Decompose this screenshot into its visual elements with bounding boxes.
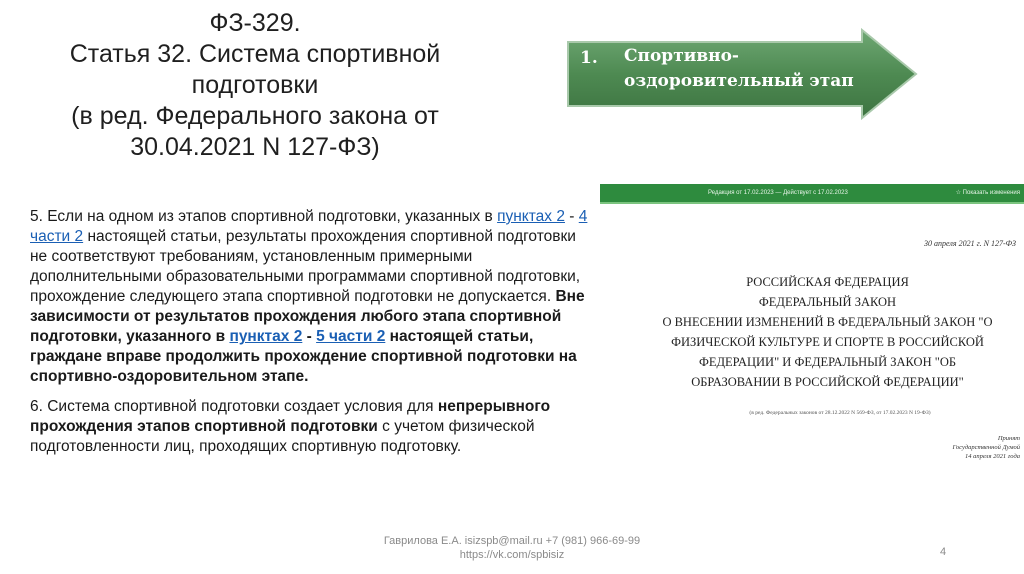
- document-date: 30 апреля 2021 г. N 127-ФЗ: [924, 239, 1016, 248]
- slide-title: [30, 8, 480, 163]
- law-document-screenshot: [600, 184, 1024, 474]
- document-heading: [640, 272, 1015, 392]
- heading-line: ФЕДЕРАЦИИ" И ФЕДЕРАЛЬНЫЙ ЗАКОН "ОБ: [698, 355, 957, 369]
- bold-span: -: [302, 328, 317, 345]
- edition-bar: [600, 184, 1024, 202]
- title-line: 30.04.2021 N 127-ФЗ): [130, 133, 380, 161]
- show-changes-link[interactable]: ☆ Показать изменения: [955, 190, 1020, 196]
- bold-span: непрерывного прохождения этапов спортивной подготовки: [30, 398, 551, 435]
- adopted-block: [953, 434, 1020, 461]
- text-span: с учетом физической подготовленности лиц, проходящих спортивную подготовку.: [30, 418, 535, 455]
- page-number: 4: [940, 546, 947, 558]
- footer-contacts: [352, 534, 672, 562]
- footer-line: Гаврилова Е.А. isizspb@mail.ru +7 (981) 966-69-99: [383, 535, 641, 547]
- link-part-2[interactable]: 4 части 2: [30, 208, 588, 245]
- title-line: подготовки: [191, 71, 319, 99]
- heading-line: ФЕДЕРАЛЬНЫЙ ЗАКОН: [758, 295, 897, 309]
- bold-span: Вне зависимости от результатов прохождения любого этапа спортивной подготовки, указанного в: [30, 288, 585, 345]
- text-span: настоящей статьи, результаты прохождения спортивной подготовки не соответствуют требованиям, установленным примерными дополнительными образовательными программами спортивной подготовки, прохождение следующего этапа спортивной подготовки не допускается.: [30, 228, 581, 305]
- text-span: -: [564, 208, 579, 225]
- text-span: 6. Система спортивной подготовки создает условия для: [30, 398, 438, 415]
- text-span: 5. Если на одном из этапов спортивной подготовки, указанных в: [30, 208, 498, 225]
- heading-line: ОБРАЗОВАНИИ В РОССИЙСКОЙ ФЕДЕРАЦИИ": [691, 375, 964, 389]
- law-text: [30, 207, 595, 467]
- adopted-line: Государственной Думой: [952, 444, 1020, 451]
- edition-note: (в ред. Федеральных законов от 28.12.2022 N 569-ФЗ, от 17.02.2023 N 19-ФЗ): [749, 410, 931, 416]
- link-items-2[interactable]: пунктах 2: [497, 208, 565, 225]
- stage-label-line: оздоровительный этап: [624, 71, 854, 91]
- link-part-2-bold[interactable]: 5 части 2: [316, 328, 386, 345]
- heading-line: ФИЗИЧЕСКОЙ КУЛЬТУРЕ И СПОРТЕ В РОССИЙСКОЙ: [671, 335, 984, 349]
- footer-url[interactable]: https://vk.com/spbisiz: [459, 549, 565, 561]
- title-line: (в ред. Федерального закона от: [71, 102, 439, 130]
- stage-label-line: Спортивно-: [624, 46, 739, 66]
- bold-span: настоящей статьи, граждане вправе продолжить прохождение спортивной подготовки на спортивно-оздоровительном этапе.: [30, 328, 577, 385]
- paragraph-5: [30, 207, 595, 387]
- heading-line: РОССИЙСКАЯ ФЕДЕРАЦИЯ: [746, 275, 909, 289]
- heading-line: О ВНЕСЕНИИ ИЗМЕНЕНИЙ В ФЕДЕРАЛЬНЫЙ ЗАКОН "О: [662, 315, 993, 329]
- adopted-line: Принят: [997, 435, 1020, 442]
- stage-arrow-banner: [566, 28, 918, 120]
- link-items-2-bold[interactable]: пунктах 2: [229, 328, 303, 345]
- title-line: ФЗ-329.: [209, 9, 301, 37]
- paragraph-6: [30, 397, 595, 457]
- title-line: Статья 32. Система спортивной: [69, 40, 441, 68]
- divider: [600, 202, 1024, 204]
- stage-label: [624, 44, 854, 94]
- stage-number: 1.: [580, 48, 598, 68]
- edition-text: Редакция от 17.02.2023 — Действует с 17.02.2023: [708, 190, 848, 196]
- adopted-line: 14 апреля 2021 года: [965, 453, 1020, 460]
